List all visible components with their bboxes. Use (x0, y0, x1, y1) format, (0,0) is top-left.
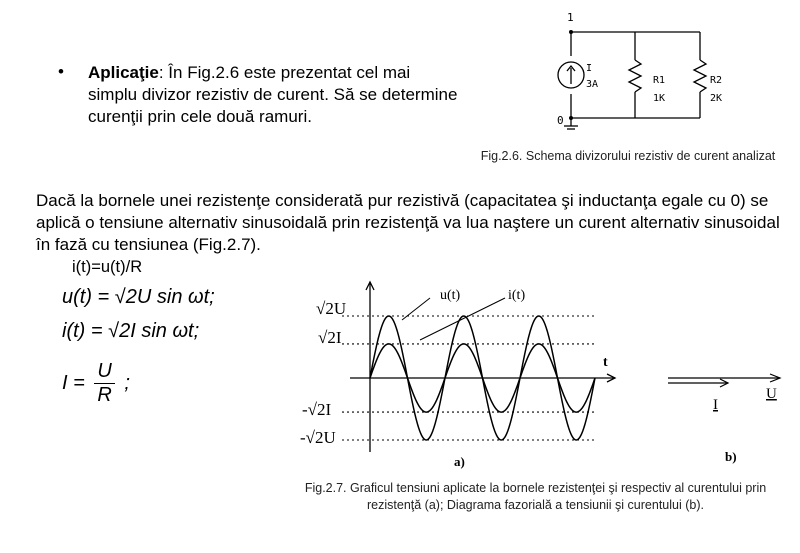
ohm-formula: i(t)=u(t)/R (72, 258, 143, 276)
phasor-U-label: U (766, 386, 777, 402)
source-name: I (586, 63, 593, 74)
y-label-neg-sqrt2U: -√2U (300, 428, 336, 447)
application-text (88, 62, 458, 128)
node-1-dot (569, 30, 573, 34)
application-body: : În Fig.2.6 este prezentat cel mai simplu divizor rezistiv de curent. Să se determine curenţii prin cele două ramuri. (88, 63, 458, 126)
divider-circuit-diagram (540, 8, 740, 138)
application-label: Aplicaţie (88, 63, 159, 82)
r1-value: 1K (653, 93, 666, 104)
y-label-neg-sqrt2I: -√2I (302, 400, 332, 419)
bullet-marker: • (58, 62, 64, 81)
phasor-I-label: I (713, 397, 718, 413)
r2-value: 2K (710, 93, 723, 104)
node-bottom-label: 0 (557, 114, 564, 127)
u-curve-label: u(t) (440, 288, 461, 303)
y-label-sqrt2U: √2U (316, 299, 347, 318)
fraction-denominator: R (97, 384, 112, 406)
node-top-label: 1 (567, 11, 574, 24)
figure-2-7-caption: Fig.2.7. Graficul tensiuni aplicate la bornele rezistenţei şi respectiv al curentului prin rezistenţă (a); Diagrama fazorială a tensiunii şi curentului (b). (304, 481, 767, 512)
r2-name: R2 (710, 75, 723, 86)
y-label-sqrt2I: √2I (318, 328, 342, 347)
equation-ohm (62, 360, 130, 407)
i-leader-line (420, 298, 505, 340)
source-value: 3A (586, 79, 599, 90)
i-curve-label: i(t) (508, 288, 526, 303)
panel-b-label: b) (725, 449, 737, 464)
equation-i: i(t) = √2I sin ωt; (62, 320, 200, 342)
u-leader-line (402, 298, 430, 320)
panel-a-label: a) (454, 454, 465, 469)
fraction-numerator: U (94, 360, 114, 384)
r1-name: R1 (653, 75, 666, 86)
figure-2-6-caption: Fig.2.6. Schema divizorului rezistiv de curent analizat (480, 149, 776, 163)
equation-u: u(t) = √2U sin ωt; (62, 286, 215, 308)
time-axis-label: t (603, 355, 608, 370)
phasor-diagram (660, 360, 790, 470)
node-0-dot (569, 116, 573, 120)
equation-ohm-lhs: I = (62, 371, 85, 394)
waveform-chart (290, 280, 630, 475)
equation-ohm-tail: ; (124, 371, 130, 394)
equation-ohm-fraction (94, 360, 114, 407)
body-paragraph: Dacă la bornele unei rezistenţe considerată pur rezistivă (capacitatea şi inductanţa egale cu 0) se aplică o tensiune alternativ sinusoidală prin rezistenţă va lua naştere un curent alternativ sinusoidal în fază cu tensiunea (Fig.2.7). (36, 191, 780, 254)
